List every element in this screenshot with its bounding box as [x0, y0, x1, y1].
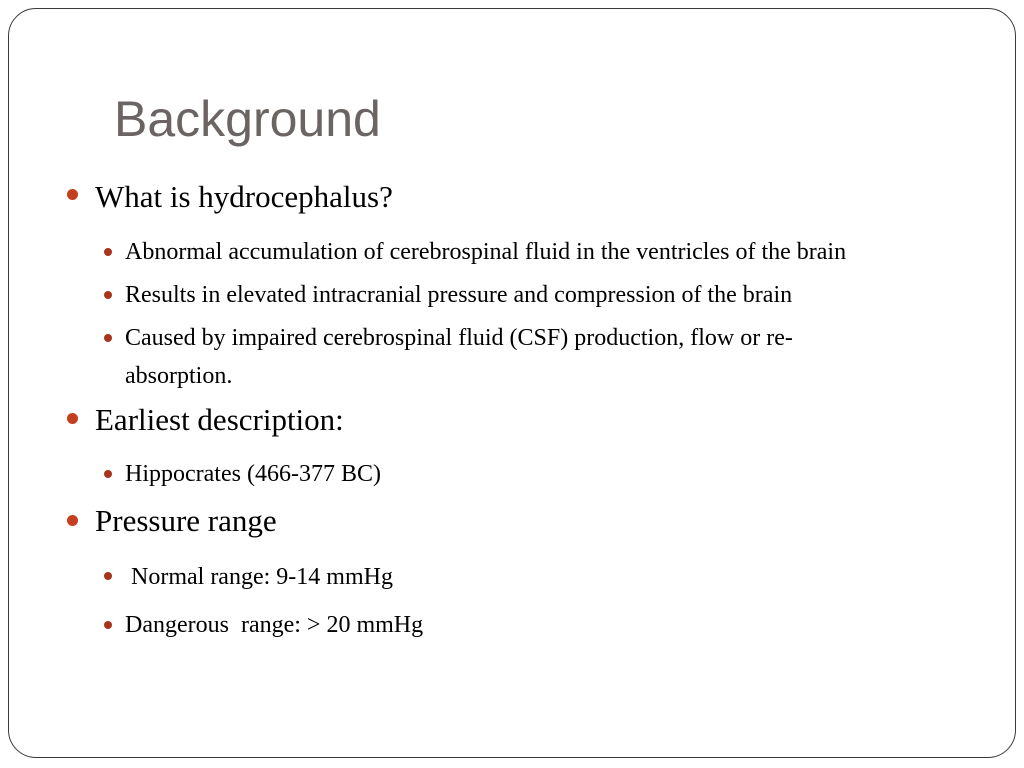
bullet-dot: [104, 248, 112, 256]
bullet-item-level1: Pressure range: [95, 503, 277, 538]
bullet-item-level1: Earliest description:: [95, 402, 344, 437]
bullet-dot: [67, 515, 78, 526]
bullet-item-level2: Caused by impaired cerebrospinal fluid (CSF) production, flow or re-: [125, 325, 793, 351]
bullet-dot: [67, 413, 78, 424]
bullet-dot: [104, 470, 112, 478]
slide-title: Background: [114, 91, 381, 147]
bullet-dot: [104, 291, 112, 299]
slide-body: [9, 9, 1016, 758]
bullet-dot: [104, 621, 112, 629]
bullet-dot: [104, 572, 112, 580]
bullet-dot: [67, 189, 78, 200]
bullet-item-level2: Normal range: 9-14 mmHg: [125, 564, 393, 590]
bullet-item-level2: Dangerous range: > 20 mmHg: [125, 612, 424, 638]
bullet-item-level2: Abnormal accumulation of cerebrospinal fluid in the ventricles of the brain: [125, 239, 847, 265]
bullet-item-level1: What is hydrocephalus?: [95, 179, 393, 214]
bullet-dot: [104, 334, 112, 342]
bullet-item-level2-continued: absorption.: [125, 363, 233, 389]
slide-frame: [8, 8, 1016, 758]
bullet-item-level2: Results in elevated intracranial pressure and compression of the brain: [125, 282, 793, 308]
bullet-item-level2: Hippocrates (466-377 BC): [125, 461, 381, 487]
